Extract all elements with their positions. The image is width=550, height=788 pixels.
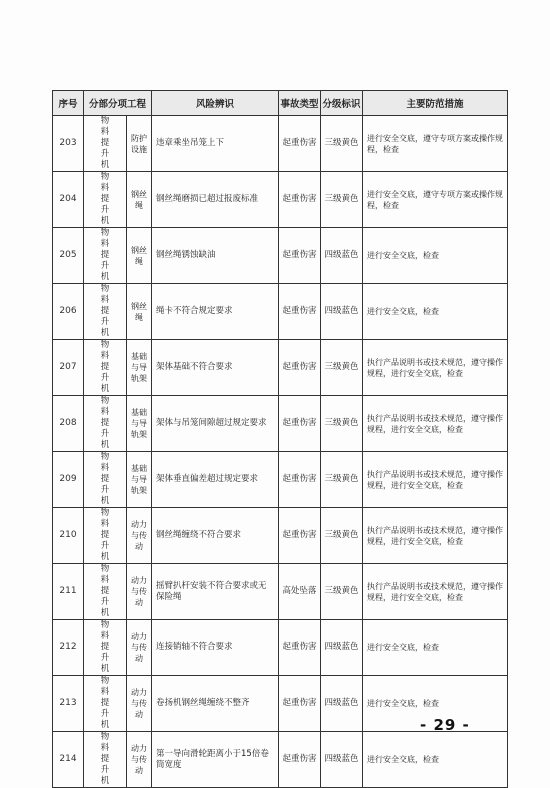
row-risk: 绳卡不符合规定要求 bbox=[152, 284, 279, 340]
row-number: 208 bbox=[53, 396, 84, 452]
row-category-text: 物料提升机 bbox=[100, 508, 110, 562]
row-subcategory-text: 动力与传动 bbox=[131, 632, 147, 663]
row-subcategory bbox=[127, 284, 152, 340]
row-measures: 进行安全交底，检查 bbox=[363, 676, 508, 732]
row-number: 206 bbox=[53, 284, 84, 340]
row-subcategory bbox=[127, 620, 152, 676]
table-row bbox=[53, 508, 508, 564]
row-category-text: 物料提升机 bbox=[100, 564, 110, 618]
row-category bbox=[84, 452, 127, 508]
row-measures: 进行安全交底，遵守专项方案或操作规程，检查 bbox=[363, 116, 508, 172]
row-subcategory bbox=[127, 340, 152, 396]
row-measures: 进行安全交底，遵守专项方案或操作规程，检查 bbox=[363, 172, 508, 228]
row-level: 三级黄色 bbox=[321, 116, 363, 172]
table-body bbox=[53, 116, 508, 788]
row-measures: 执行产品说明书或技术规范，遵守操作规程，进行安全交底，检查 bbox=[363, 396, 508, 452]
row-category bbox=[84, 172, 127, 228]
row-accident-type: 高处坠落 bbox=[279, 564, 321, 620]
row-category bbox=[84, 732, 127, 788]
row-risk: 摇臂扒杆安装不符合要求或无保险绳 bbox=[152, 564, 279, 620]
header-measures: 主要防范措施 bbox=[363, 91, 508, 116]
row-subcategory bbox=[127, 508, 152, 564]
row-measures: 进行安全交底，检查 bbox=[363, 620, 508, 676]
row-number: 204 bbox=[53, 172, 84, 228]
row-category-text: 物料提升机 bbox=[100, 676, 110, 730]
row-level: 三级黄色 bbox=[321, 452, 363, 508]
table-row bbox=[53, 396, 508, 452]
row-category-text: 物料提升机 bbox=[100, 116, 110, 170]
header-project: 分部分项工程 bbox=[84, 91, 152, 116]
row-level: 三级黄色 bbox=[321, 564, 363, 620]
row-risk: 违章乘坐吊笼上下 bbox=[152, 116, 279, 172]
row-category bbox=[84, 116, 127, 172]
row-level: 三级黄色 bbox=[321, 172, 363, 228]
row-number: 203 bbox=[53, 116, 84, 172]
row-category bbox=[84, 396, 127, 452]
table-row bbox=[53, 620, 508, 676]
header-accident: 事故类型 bbox=[279, 91, 321, 116]
table-row bbox=[53, 284, 508, 340]
row-measures: 进行安全交底，检查 bbox=[363, 228, 508, 284]
row-subcategory bbox=[127, 396, 152, 452]
table-header-row bbox=[53, 91, 508, 116]
row-accident-type: 起重伤害 bbox=[279, 172, 321, 228]
row-risk: 钢丝绳锈蚀缺油 bbox=[152, 228, 279, 284]
row-level: 四级蓝色 bbox=[321, 284, 363, 340]
row-number: 210 bbox=[53, 508, 84, 564]
table-row bbox=[53, 172, 508, 228]
row-subcategory bbox=[127, 172, 152, 228]
row-category bbox=[84, 508, 127, 564]
row-number: 214 bbox=[53, 732, 84, 788]
row-measures: 执行产品说明书或技术规范，遵守操作规程，进行安全交底，检查 bbox=[363, 564, 508, 620]
row-category-text: 物料提升机 bbox=[100, 452, 110, 506]
row-subcategory-text: 钢丝绳 bbox=[131, 189, 147, 210]
row-subcategory-text: 动力与传动 bbox=[131, 688, 147, 719]
row-risk: 第一导向滑轮距离小于15倍卷筒宽度 bbox=[152, 732, 279, 788]
row-subcategory bbox=[127, 452, 152, 508]
row-risk: 架体与吊笼间隙超过规定要求 bbox=[152, 396, 279, 452]
row-category-text: 物料提升机 bbox=[100, 620, 110, 674]
header-no: 序号 bbox=[53, 91, 84, 116]
row-level: 四级蓝色 bbox=[321, 228, 363, 284]
row-subcategory bbox=[127, 564, 152, 620]
row-subcategory-text: 动力与传动 bbox=[131, 576, 147, 607]
row-category bbox=[84, 676, 127, 732]
row-accident-type: 起重伤害 bbox=[279, 620, 321, 676]
page-number: - 29 - bbox=[420, 716, 470, 734]
table-row bbox=[53, 228, 508, 284]
row-accident-type: 起重伤害 bbox=[279, 508, 321, 564]
row-accident-type: 起重伤害 bbox=[279, 284, 321, 340]
row-risk: 钢丝绳缠绕不符合要求 bbox=[152, 508, 279, 564]
row-category-text: 物料提升机 bbox=[100, 396, 110, 450]
row-subcategory-text: 基础与导轨架 bbox=[131, 464, 147, 495]
row-level: 四级蓝色 bbox=[321, 732, 363, 788]
row-category bbox=[84, 340, 127, 396]
row-measures: 执行产品说明书或技术规范，遵守操作规程，进行安全交底，检查 bbox=[363, 508, 508, 564]
row-accident-type: 起重伤害 bbox=[279, 116, 321, 172]
table-row bbox=[53, 732, 508, 788]
row-level: 四级蓝色 bbox=[321, 620, 363, 676]
row-subcategory-text: 基础与导轨架 bbox=[131, 408, 147, 439]
row-number: 205 bbox=[53, 228, 84, 284]
row-subcategory bbox=[127, 116, 152, 172]
row-number: 207 bbox=[53, 340, 84, 396]
row-level: 三级黄色 bbox=[321, 396, 363, 452]
row-risk: 架体基础不符合要求 bbox=[152, 340, 279, 396]
row-measures: 执行产品说明书或技术规范，遵守操作规程，进行安全交底，检查 bbox=[363, 340, 508, 396]
row-measures: 执行产品说明书或技术规范，遵守操作规程，进行安全交底，检查 bbox=[363, 452, 508, 508]
row-subcategory-text: 动力与传动 bbox=[131, 744, 147, 775]
row-accident-type: 起重伤害 bbox=[279, 228, 321, 284]
risk-table bbox=[52, 90, 508, 788]
header-level: 分级标识 bbox=[321, 91, 363, 116]
row-accident-type: 起重伤害 bbox=[279, 340, 321, 396]
row-subcategory-text: 钢丝绳 bbox=[131, 245, 147, 266]
row-subcategory-text: 动力与传动 bbox=[131, 520, 147, 551]
header-risk: 风险辨识 bbox=[152, 91, 279, 116]
row-category bbox=[84, 620, 127, 676]
row-category-text: 物料提升机 bbox=[100, 732, 110, 786]
row-category-text: 物料提升机 bbox=[100, 172, 110, 226]
row-category bbox=[84, 228, 127, 284]
table-row bbox=[53, 564, 508, 620]
row-subcategory bbox=[127, 732, 152, 788]
row-number: 211 bbox=[53, 564, 84, 620]
row-accident-type: 起重伤害 bbox=[279, 732, 321, 788]
risk-table-container bbox=[52, 90, 507, 788]
row-accident-type: 起重伤害 bbox=[279, 676, 321, 732]
row-level: 三级黄色 bbox=[321, 508, 363, 564]
row-level: 三级黄色 bbox=[321, 340, 363, 396]
row-subcategory-text: 钢丝绳 bbox=[131, 301, 147, 322]
row-accident-type: 起重伤害 bbox=[279, 452, 321, 508]
row-subcategory-text: 基础与导轨架 bbox=[131, 352, 147, 383]
row-number: 212 bbox=[53, 620, 84, 676]
row-risk: 钢丝绳磨损已超过报废标准 bbox=[152, 172, 279, 228]
row-number: 213 bbox=[53, 676, 84, 732]
row-level: 四级蓝色 bbox=[321, 676, 363, 732]
row-subcategory bbox=[127, 676, 152, 732]
row-measures: 进行安全交底，检查 bbox=[363, 732, 508, 788]
row-risk: 连接销轴不符合要求 bbox=[152, 620, 279, 676]
row-subcategory-text: 防护设施 bbox=[131, 133, 147, 154]
row-category bbox=[84, 284, 127, 340]
row-category-text: 物料提升机 bbox=[100, 228, 110, 282]
row-accident-type: 起重伤害 bbox=[279, 396, 321, 452]
row-subcategory bbox=[127, 228, 152, 284]
table-row bbox=[53, 340, 508, 396]
row-number: 209 bbox=[53, 452, 84, 508]
row-risk: 架体垂直偏差超过规定要求 bbox=[152, 452, 279, 508]
row-measures: 进行安全交底，检查 bbox=[363, 284, 508, 340]
row-category-text: 物料提升机 bbox=[100, 284, 110, 338]
row-category bbox=[84, 564, 127, 620]
row-category-text: 物料提升机 bbox=[100, 340, 110, 394]
table-row bbox=[53, 116, 508, 172]
row-risk: 卷扬机钢丝绳缠绕不整齐 bbox=[152, 676, 279, 732]
table-row bbox=[53, 452, 508, 508]
